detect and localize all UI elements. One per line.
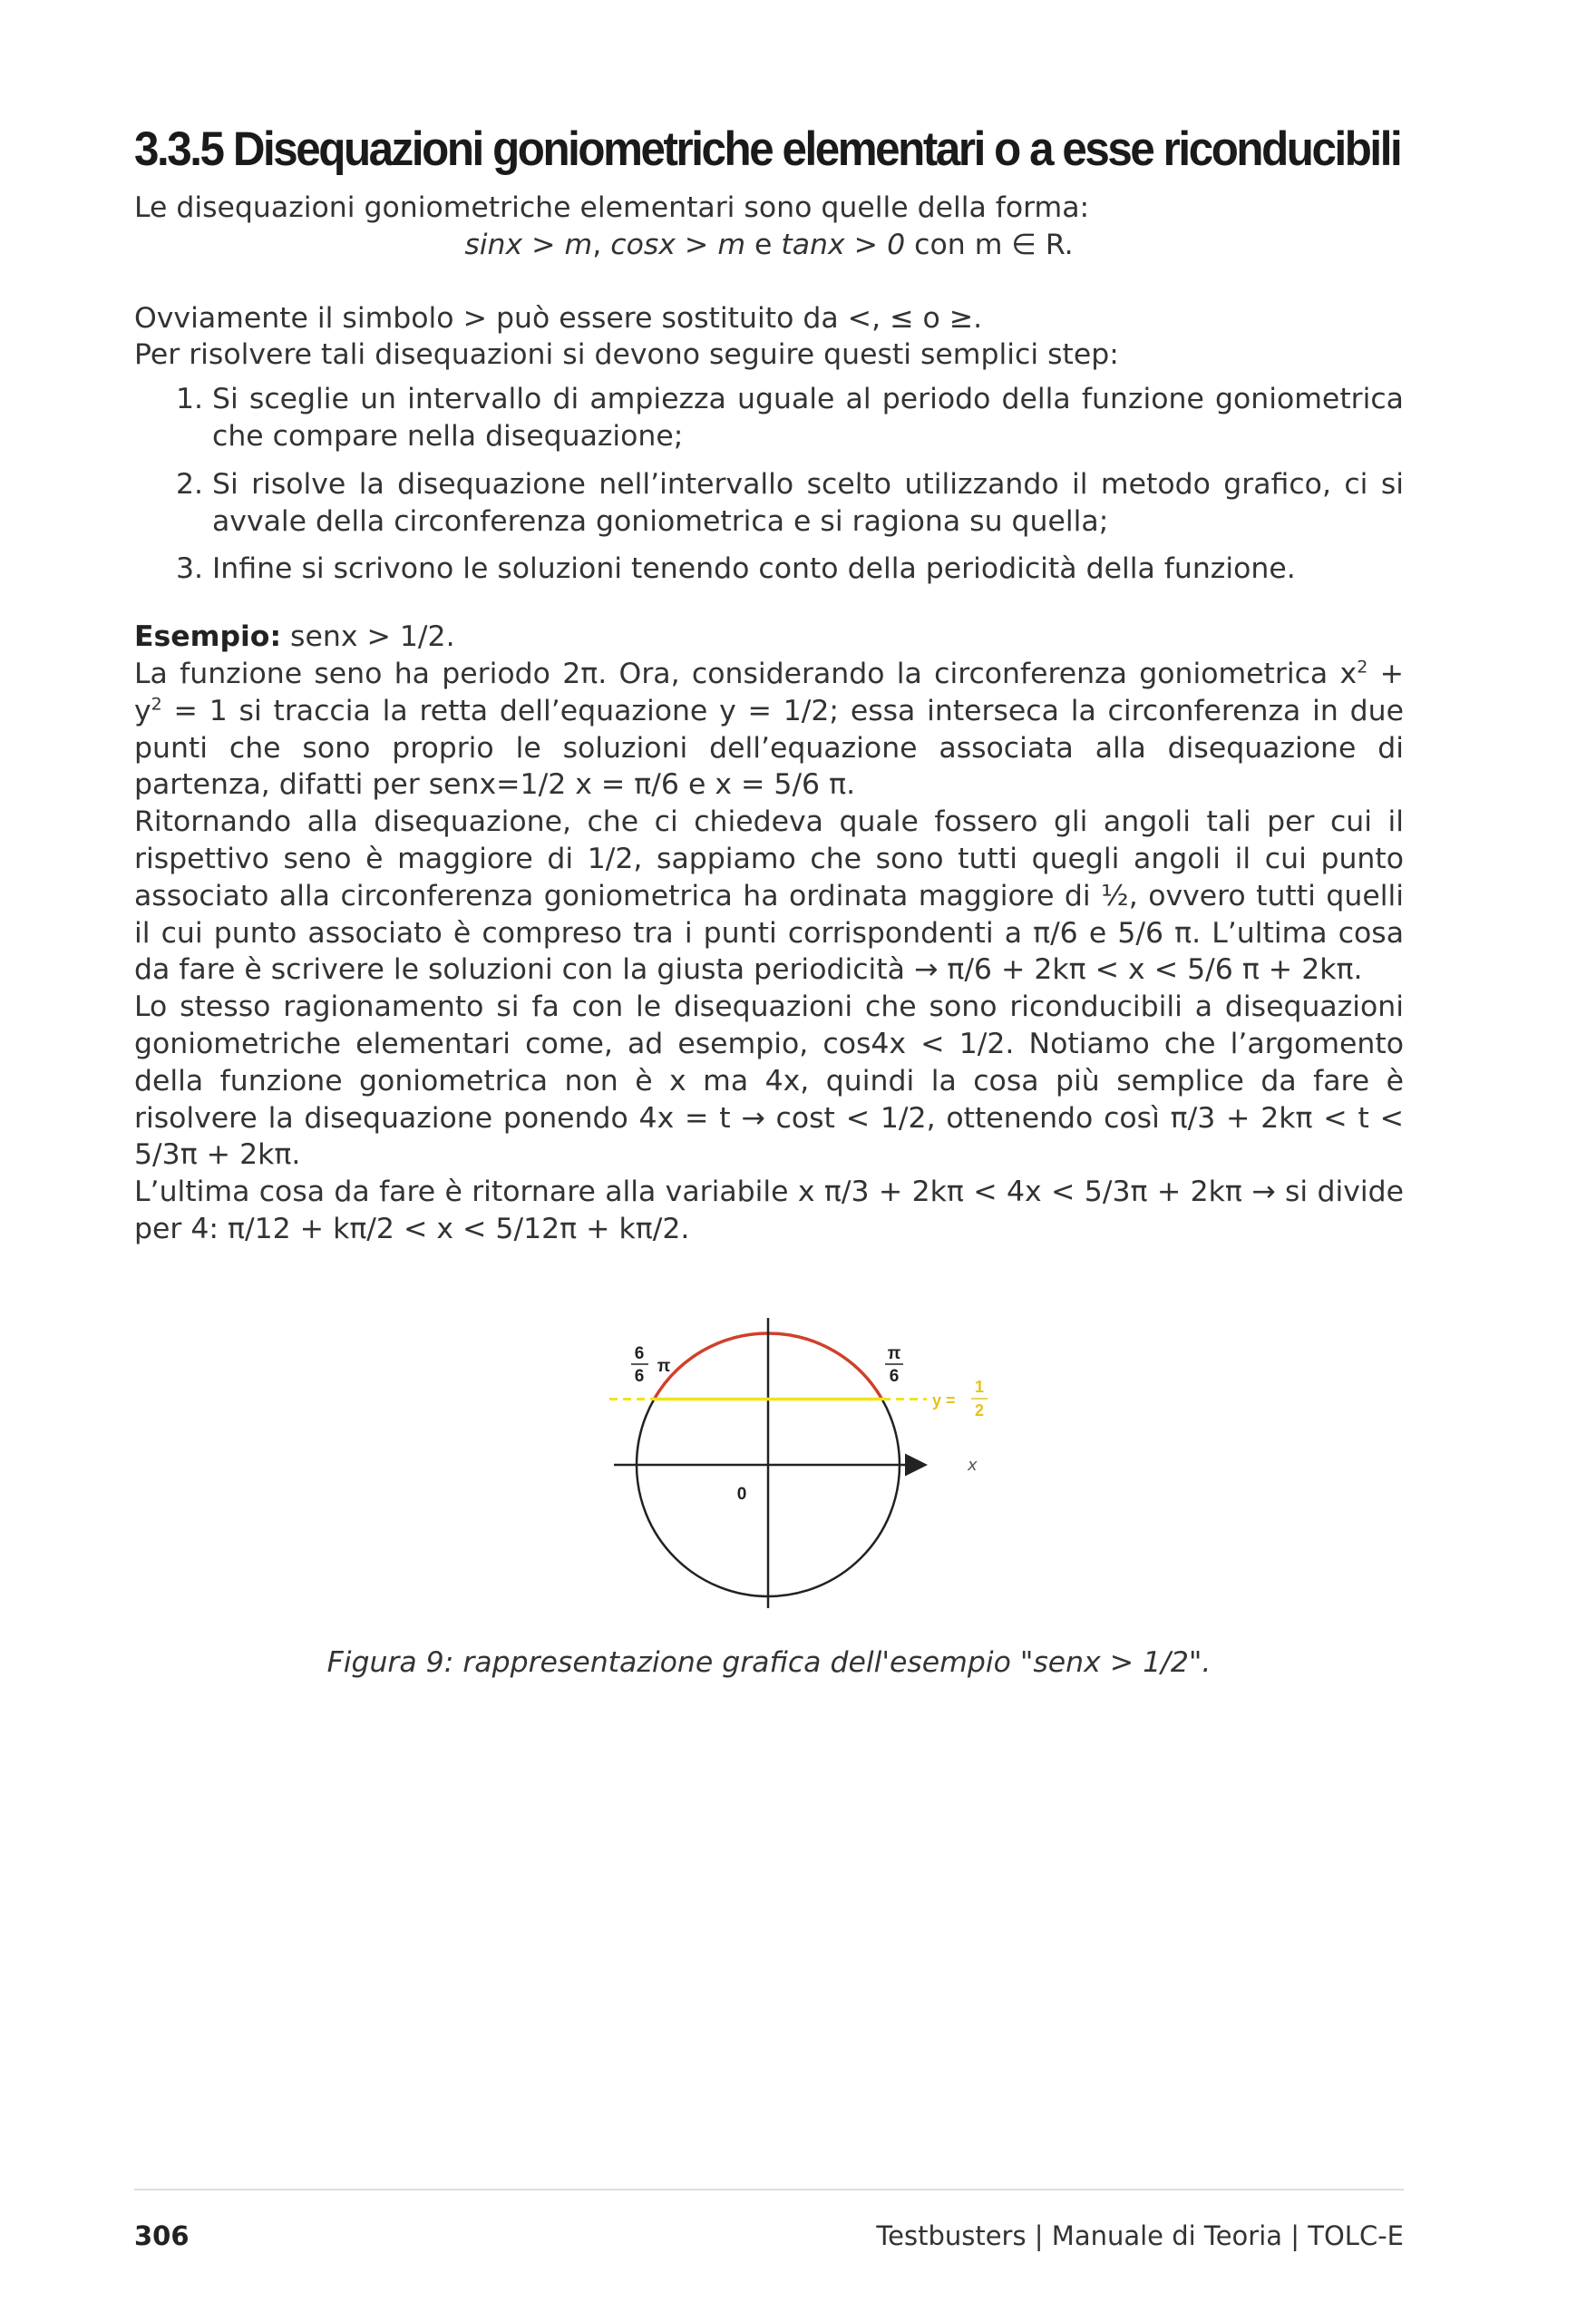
origin-label: 0 bbox=[736, 1485, 747, 1504]
main-content bbox=[134, 113, 1404, 1248]
running-footer: Testbusters | Manuale di Teoria | TOLC-E bbox=[876, 2220, 1404, 2251]
steps-list bbox=[134, 381, 1404, 588]
example-text: = 1 si traccia la retta dell’equazione y = 1/2; essa interseca la circonferenza in due punti che sono proprio le soluzioni dell’equazione associata alla disequazione di partenza, difatti per senx=1/2 x = π/6 e x = 5/6 π. bbox=[134, 694, 1404, 802]
formula-tan: tanx > 0 bbox=[781, 228, 906, 261]
x-axis-label: x bbox=[968, 1456, 978, 1475]
example-text: + y bbox=[134, 657, 1404, 727]
list-text: Si sceglie un intervallo di ampiezza uguale al periodo della funzione goniometrica che compare nella disequazione; bbox=[212, 383, 1404, 453]
figure-caption: Figura 9: rappresentazione grafica dell'esempio "senx > 1/2". bbox=[326, 1646, 1212, 1679]
example-paragraph: L’ultima cosa da fare è ritornare alla variabile x π/3 + 2kπ < 4x < 5/3π + 2kπ → si divide per 4: π/12 + kπ/2 < x < 5/12π + kπ/2. bbox=[134, 1176, 1404, 1245]
example-text: La funzione seno ha periodo 2π. Ora, considerando la circonferenza goniometrica x bbox=[134, 657, 1358, 690]
list-number: 2. bbox=[176, 467, 204, 501]
intro-formulas bbox=[134, 227, 1404, 264]
section-heading: 3.3.5 Disequazioni goniometriche elementari o a esse riconducibili bbox=[134, 122, 1401, 176]
example-paragraph: Ritornando alla disequazione, che ci chiedeva quale fossero gli angoli tali per cui il rispettivo seno è maggiore di 1/2, sappiamo che sono tutti quegli angoli il cui punto associato alla circonferenza goniometrica ha ordinata maggiore di ½, ovvero tutti quelli il cui punto associato è compreso tra i punti corrispondenti a π/6 e 5/6 π. L’ultima cosa da fare è scrivere le soluzioni con la giusta periodicità → π/6 + 2kπ < x < 5/6 π + 2kπ. bbox=[134, 805, 1404, 987]
spacer bbox=[134, 264, 1404, 300]
list-number: 3. bbox=[176, 552, 204, 586]
list-text: Infine si scrivono le soluzioni tenendo conto della periodicità della funzione. bbox=[212, 552, 1296, 586]
line-label-denominator: 2 bbox=[974, 1401, 985, 1420]
example-paragraph bbox=[134, 656, 1404, 804]
formula-sin: sinx > m bbox=[464, 228, 593, 261]
list-number: 1. bbox=[176, 383, 204, 416]
label-left-pi: π bbox=[657, 1357, 671, 1376]
superscript: 2 bbox=[1357, 657, 1368, 678]
list-item bbox=[134, 381, 1404, 455]
list-item bbox=[134, 551, 1404, 588]
label-right-denominator: 6 bbox=[889, 1367, 900, 1386]
formula-separator: e bbox=[745, 228, 782, 261]
example-label: Esempio: bbox=[134, 620, 282, 654]
unit-circle-figure bbox=[598, 1302, 1025, 1628]
symbol-paragraph: Ovviamente il simbolo > può essere sostituito da <, ≤ o ≥. bbox=[134, 301, 983, 335]
superscript: 2 bbox=[151, 694, 162, 715]
line-label-prefix: y = bbox=[932, 1391, 956, 1410]
label-right-numerator: π bbox=[887, 1344, 901, 1363]
intro-text: Le disequazioni goniometriche elementari sono quelle della forma: bbox=[134, 191, 1090, 224]
formula-tail: con m ∈ R. bbox=[905, 228, 1074, 261]
example-title: senx > 1/2. bbox=[281, 620, 455, 654]
steps-intro: Per risolvere tali disequazioni si devono seguire questi semplici step: bbox=[134, 338, 1119, 372]
example-heading bbox=[134, 619, 1404, 656]
example-paragraph: Lo stesso ragionamento si fa con le disequazioni che sono riconducibili a disequazioni goniometriche elementari come, ad esempio, cos4x < 1/2. Notiamo che l’argomento della funzione goniometrica non è x ma 4x, quindi la cosa più semplice da fare è risolvere la disequazione ponendo 4x = t → cost < 1/2, ottenendo così π/3 + 2kπ < t < 5/3π + 2kπ. bbox=[134, 990, 1404, 1172]
list-text: Si risolve la disequazione nell’intervallo scelto utilizzando il metodo grafico, ci si avvale della circonferenza goniometrica e si ragiona su quella; bbox=[212, 467, 1404, 538]
line-label-numerator: 1 bbox=[974, 1378, 985, 1396]
footer-divider bbox=[134, 2189, 1404, 2190]
list-item bbox=[134, 466, 1404, 541]
formula-cos: cosx > m bbox=[610, 228, 745, 261]
label-left-denominator: 6 bbox=[634, 1367, 645, 1386]
formula-separator: , bbox=[592, 228, 611, 261]
page-number: 306 bbox=[134, 2220, 190, 2251]
label-left-numerator: 6 bbox=[634, 1344, 645, 1363]
spacer bbox=[134, 599, 1404, 619]
